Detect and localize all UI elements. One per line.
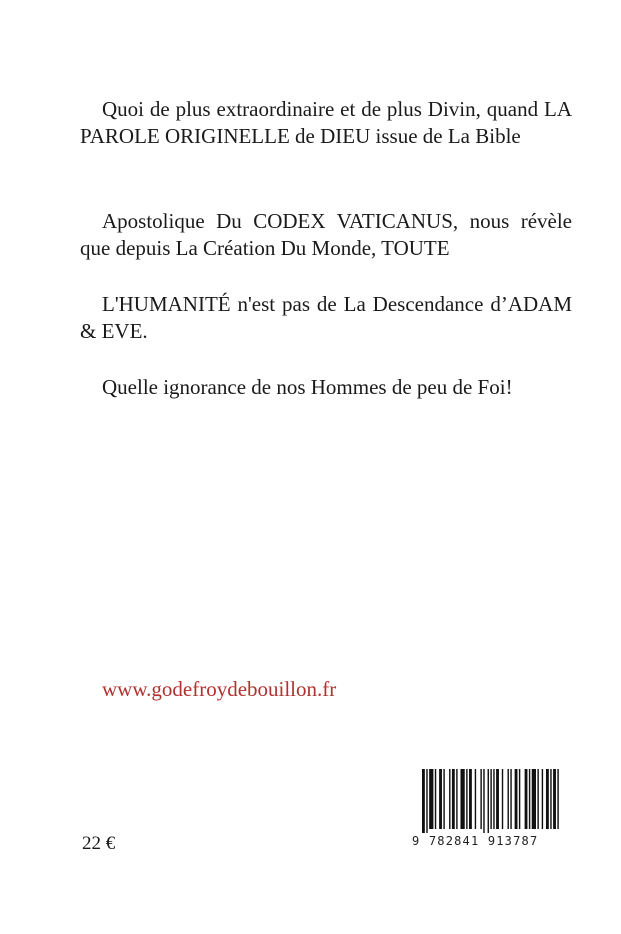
barcode-bar — [456, 769, 457, 829]
barcode-bar — [496, 769, 499, 829]
publisher-website-link[interactable]: www.godefroydebouillon.fr — [102, 677, 337, 701]
blurb-paragraph-2: Apostolique Du CODEX VATICANUS, nous révèle que depuis La Création Du Monde, TOUTE — [80, 209, 572, 260]
barcode-bar — [546, 769, 549, 829]
barcode-icon — [412, 767, 576, 833]
blurb-paragraph-3: L'HUMANITÉ n'est pas de La Descendance d’ADAM & EVE. — [80, 292, 572, 343]
barcode-bar — [439, 769, 442, 829]
barcode-bar — [508, 769, 509, 829]
barcode-bar — [443, 769, 444, 829]
barcode-bar — [510, 769, 511, 829]
barcode-bar — [550, 769, 551, 829]
barcode-bar — [519, 769, 520, 829]
barcode-bar — [553, 769, 556, 829]
barcode-bar — [435, 769, 436, 829]
barcode-bar — [449, 769, 450, 829]
isbn-barcode — [412, 767, 576, 853]
blurb-paragraph-4: Quelle ignorance de nos Hommes de peu de Foi! — [102, 375, 513, 399]
barcode-bar — [488, 769, 489, 833]
barcode-bar — [557, 769, 558, 829]
barcode-bar — [490, 769, 491, 829]
price-label: 22 € — [82, 833, 116, 854]
barcode-bar — [422, 769, 425, 833]
blurb-paragraph-1: Quoi de plus extraordinaire et de plus Divin, quand LA PAROLE ORIGINELLE de DIEU issue de La Bible — [80, 97, 572, 148]
barcode-bar — [493, 769, 494, 829]
barcode-bar — [480, 769, 481, 829]
barcode-bar — [460, 769, 464, 829]
barcode-bar — [529, 769, 530, 829]
barcode-bar — [466, 769, 467, 829]
barcode-bar — [429, 769, 433, 829]
barcode-bar — [502, 769, 503, 829]
barcode-bar — [537, 769, 538, 829]
barcode-bar — [475, 769, 476, 829]
barcode-digits: 9 782841 913787 — [412, 834, 539, 848]
barcode-bar — [525, 769, 528, 829]
barcode-bar — [515, 769, 518, 829]
barcode-bar — [452, 769, 455, 829]
barcode-bar — [426, 769, 427, 833]
barcode-bar — [469, 769, 472, 829]
barcode-bar — [532, 769, 536, 829]
barcode-bar — [483, 769, 484, 833]
barcode-bar — [542, 769, 543, 829]
